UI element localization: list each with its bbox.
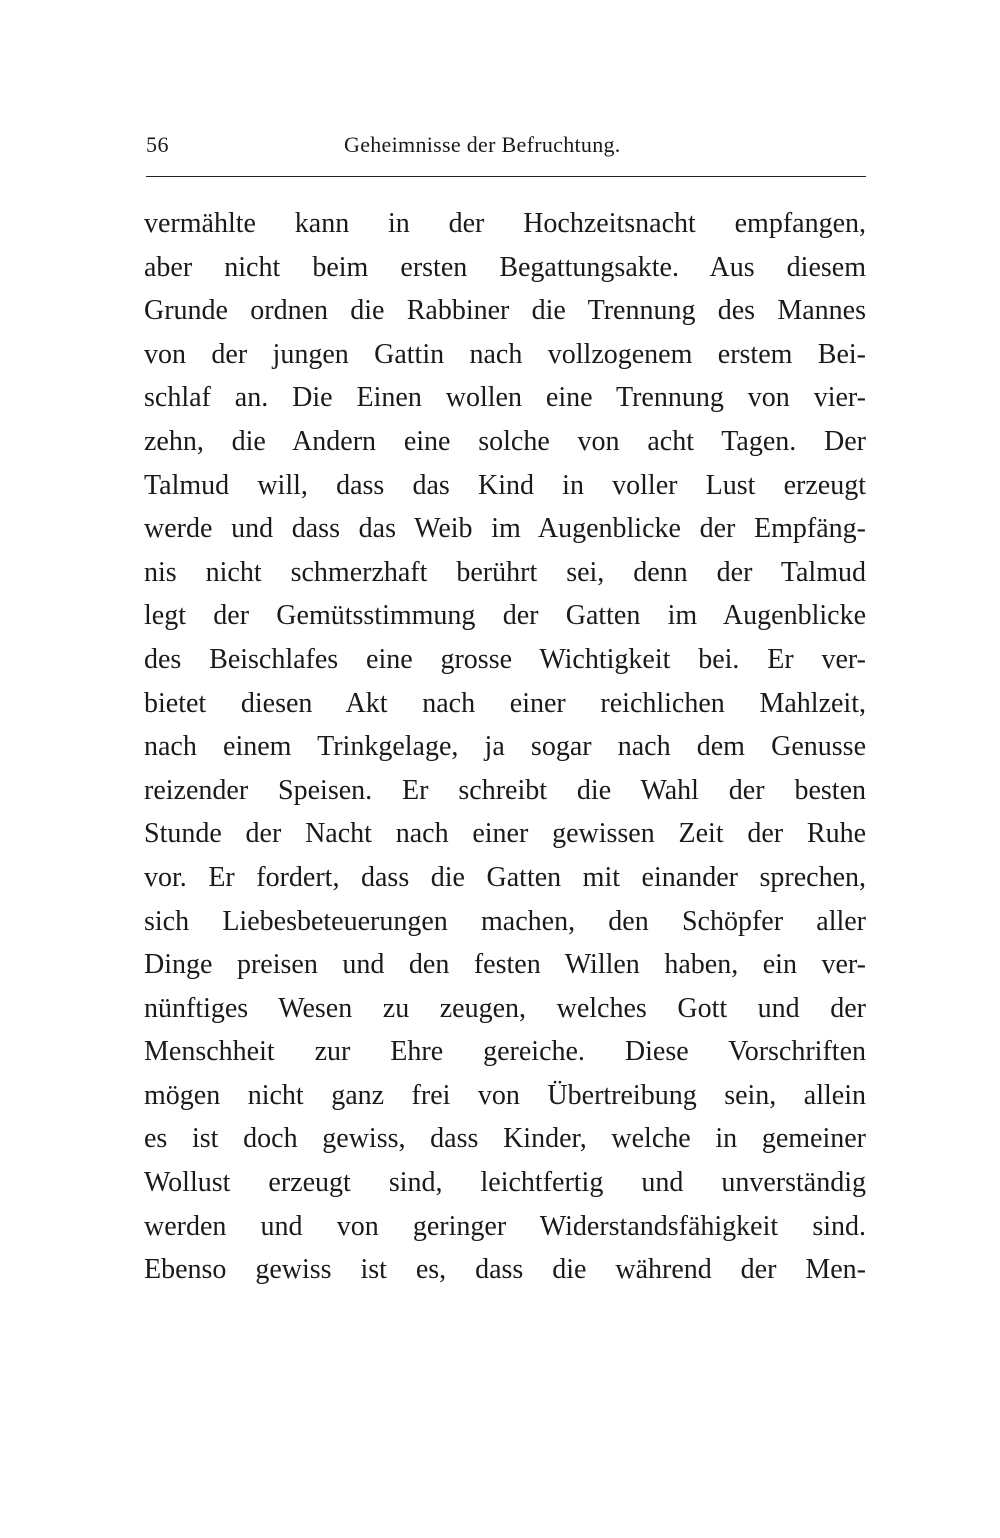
text-line: schlaf an. Die Einen wollen eine Trennung von vier- <box>144 382 866 414</box>
page-number: 56 <box>146 132 169 157</box>
text-line: Wollust erzeugt sind, leichtfertig und unverständig <box>144 1167 866 1199</box>
text-line: es ist doch gewiss, dass Kinder, welche in gemeiner <box>144 1123 866 1155</box>
text-line: Ebenso gewiss ist es, dass die während der Men- <box>144 1254 866 1286</box>
text-line: des Beischlafes eine grosse Wichtigkeit bei. Er ver- <box>144 643 866 675</box>
text-line: Dinge preisen und den festen Willen haben, ein ver- <box>144 949 866 981</box>
text-line: werde und dass das Weib im Augenblicke der Empfäng- <box>144 513 866 545</box>
text-line: vermählte kann in der Hochzeitsnacht empfangen, <box>144 208 866 239</box>
text-line: reizender Speisen. Er schreibt die Wahl der besten <box>144 774 866 806</box>
text-line: sich Liebesbeteuerungen machen, den Schöpfer aller <box>144 905 866 937</box>
running-head: Geheimnisse der Befruchtung. <box>344 132 621 157</box>
text-line: Grunde ordnen die Rabbiner die Trennung des Mannes <box>144 295 866 327</box>
text-line: nünftiges Wesen zu zeugen, welches Gott und der <box>144 992 866 1024</box>
text-line: werden und von geringer Widerstandsfähigkeit sind. <box>144 1210 866 1242</box>
text-line: mögen nicht ganz frei von Übertreibung sein, allein <box>144 1079 866 1111</box>
text-line: Menschheit zur Ehre gereiche. Diese Vorschriften <box>144 1036 866 1068</box>
page-header <box>146 128 866 168</box>
text-line: zehn, die Andern eine solche von acht Tagen. Der <box>144 425 866 457</box>
text-line: Talmud will, dass das Kind in voller Lust erzeugt <box>144 469 866 501</box>
text-line: nach einem Trinkgelage, ja sogar nach dem Genusse <box>144 731 866 763</box>
text-line: Stunde der Nacht nach einer gewissen Zeit der Ruhe <box>144 818 866 850</box>
text-line: von der jungen Gattin nach vollzogenem erstem Bei- <box>144 338 866 370</box>
header-rule <box>146 176 866 177</box>
text-line: vor. Er fordert, dass die Gatten mit einander sprechen, <box>144 861 866 893</box>
text-line: aber nicht beim ersten Begattungsakte. Aus diesem <box>144 251 866 283</box>
body-text <box>144 202 866 1292</box>
text-line: nis nicht schmerzhaft berührt sei, denn der Talmud <box>144 556 866 588</box>
text-line: legt der Gemütsstimmung der Gatten im Augenblicke <box>144 600 866 632</box>
text-line: bietet diesen Akt nach einer reichlichen Mahlzeit, <box>144 687 866 719</box>
